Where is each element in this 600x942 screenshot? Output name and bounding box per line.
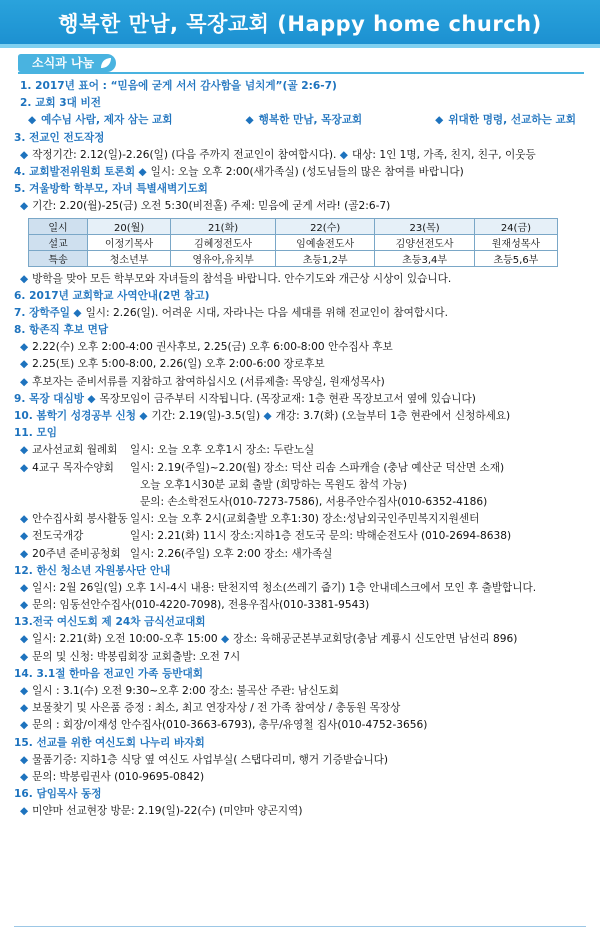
table-cell: 이정기목사 [88, 234, 171, 250]
table-cell: 초등3,4부 [375, 250, 474, 266]
meeting-row: ◆ 안수집사회 봉사활동 일시: 오늘 오후 2시(교회출발 오후1:30) 장소:성남외국인주민복지지원센터 [20, 513, 480, 526]
notice-12: 12. 한신 청소년 자원봉사단 안내 [14, 564, 171, 577]
table-cell: 22(수) [275, 218, 374, 234]
diamond-bullet-icon: ◆ [20, 272, 29, 285]
diamond-bullet-icon: ◆ [20, 753, 29, 766]
table-cell: 김양선전도사 [375, 234, 474, 250]
table-cell: 초등1,2부 [275, 250, 374, 266]
meeting-detail: 문의: 손소학전도사(010-7273-7586), 서용주안수집사(010-6352-4186) [140, 495, 488, 508]
diamond-bullet-icon: ◆ [263, 410, 272, 422]
section-rule [18, 72, 584, 74]
leaf-icon [100, 57, 112, 69]
diamond-bullet-icon: ◆ [20, 702, 29, 715]
vision-item: ◆ 위대한 명령, 선교하는 교회 [435, 114, 576, 127]
diamond-bullet-icon: ◆ [20, 770, 29, 783]
table-cell: 23(목) [375, 218, 474, 234]
notice-13: 13.전국 여신도회 제 24차 금식선교대회 [14, 616, 206, 629]
notice-5-period: ◆ 기간: 2.20(월)-25(금) 오전 5:30(비전홀) 주제: 믿음에 굳게 서라! (골2:6-7) [20, 200, 391, 213]
diamond-bullet-icon: ◆ [20, 805, 29, 818]
table-cell: 영유아,유치부 [171, 250, 276, 266]
list-item: ◆ 문의 및 신청: 박봉림회장 교회출발: 오전 7시 [20, 650, 241, 663]
diamond-bullet-icon: ◆ [20, 530, 29, 543]
table-row [29, 234, 558, 250]
bottom-rule [14, 926, 586, 927]
diamond-bullet-icon: ◆ [20, 633, 29, 646]
list-item: ◆ 문의 : 회장/이재성 안수집사(010-3663-6793), 총무/유영철 집사(010-4752-3656) [20, 719, 428, 732]
list-item: ◆ 보물찾기 및 사은품 증정 : 최소, 최고 연장자상 / 전 가족 참여상 / 총동원 목장상 [20, 702, 401, 715]
notice-1: 1. 2017년 표어 : “믿음에 굳게 서서 감사함을 넘치게”(골 2:6-7) [20, 80, 337, 92]
page-title: 행복한 만남, 목장교회 (Happy home church) [58, 12, 542, 36]
table-row-label: 설교 [29, 234, 88, 250]
list-item: ◆ 2.22(수) 오후 2:00-4:00 권사후보, 2.25(금) 오후 6:00-8:00 안수집사 후보 [20, 341, 393, 354]
notice-4: 4. 교회발전위원회 토론회 ◆ 일시: 오늘 오후 2:00(새가족실) (성도님들의 많은 참여를 바랍니다) [14, 165, 464, 178]
list-item: ◆ 일시: 2월 26일(일) 오후 1시-4시 내용: 탄천지역 청소(쓰레기 줍기) 1층 안내데스크에서 모인 후 출발합니다. [20, 581, 537, 594]
table-cell: 원재성목사 [474, 234, 557, 250]
table-row [29, 250, 558, 266]
diamond-bullet-icon: ◆ [20, 719, 29, 732]
diamond-bullet-icon: ◆ [28, 114, 37, 127]
list-item: ◆ 물품기증: 지하1층 식당 옆 여신도 사업부실( 스탭다리미, 행거 기증받습니다) [20, 753, 389, 766]
list-item: ◆ 문의: 임동선안수집사(010-4220-7098), 전용우집사(010-3381-9543) [20, 599, 370, 612]
vision-list [14, 112, 588, 129]
diamond-bullet-icon: ◆ [20, 461, 29, 474]
list-item: ◆ 문의: 박봉림권사 (010-9695-0842) [20, 770, 205, 783]
section-tab-label: 소식과 나눔 [32, 56, 95, 70]
notice-16: 16. 담임목사 동정 [14, 788, 102, 801]
notice-15: 15. 선교를 위한 여신도회 나누리 바자회 [14, 736, 205, 749]
notice-14: 14. 3.1절 한마음 전교인 가족 등반대회 [14, 667, 204, 680]
diamond-bullet-icon: ◆ [20, 685, 29, 697]
meeting-detail: 오늘 오후1시30분 교회 출발 (희망하는 목원도 참석 가능) [140, 478, 407, 491]
header-strip [0, 44, 600, 48]
table-row [29, 218, 558, 234]
diamond-bullet-icon: ◆ [73, 306, 82, 319]
notice-5-note: ◆ 방학을 맞아 모든 학부모와 자녀들의 참석을 바랍니다. 안수기도와 개근상 시상이 있습니다. [20, 272, 452, 285]
notice-3: 3. 전교인 전도작정 [14, 131, 105, 144]
list-item: ◆ 미얀마 선교현장 방문: 2.19(일)-22(수) (미얀마 양곤지역) [20, 805, 303, 818]
notice-7: 7. 장학주일 ◆ 일시: 2.26(일). 어려운 시대, 자라나는 다음 세대를 위해 전교인이 참여합시다. [14, 306, 448, 319]
notice-list [14, 78, 588, 821]
table-cell: 초등5,6부 [474, 250, 557, 266]
diamond-bullet-icon: ◆ [139, 410, 148, 422]
notice-5: 5. 겨울방학 학부모, 자녀 특별새벽기도회 [14, 183, 208, 196]
table-row-label: 일시 [29, 218, 88, 234]
diamond-bullet-icon: ◆ [20, 148, 29, 161]
table-row-label: 특송 [29, 250, 88, 266]
diamond-bullet-icon: ◆ [87, 392, 96, 405]
meeting-row: ◆ 전도국개강 일시: 2.21(화) 11시 장소:지하1층 전도국 문의: 박해순전도사 (010-2694-8638) [20, 530, 512, 543]
table-cell: 24(금) [474, 218, 557, 234]
diamond-bullet-icon: ◆ [20, 547, 29, 560]
table-cell: 20(월) [88, 218, 171, 234]
vision-item: ◆ 예수님 사람, 제자 삼는 교회 [28, 114, 173, 127]
diamond-bullet-icon: ◆ [20, 599, 29, 612]
diamond-bullet-icon: ◆ [20, 581, 29, 594]
list-item: ◆ 일시 : 3.1(수) 오전 9:30~오후 2:00 장소: 불곡산 주관: 남신도회 [20, 685, 339, 697]
list-item: ◆ 후보자는 준비서류를 지참하고 참여하십시오 (서류제출: 목양실, 원재성목사) [20, 375, 385, 388]
diamond-bullet-icon: ◆ [245, 114, 254, 127]
prayer-schedule-table [28, 218, 558, 267]
vision-item: ◆ 행복한 만남, 목장교회 [245, 114, 363, 127]
diamond-bullet-icon: ◆ [20, 650, 29, 663]
page-header [0, 0, 600, 48]
diamond-bullet-icon: ◆ [138, 165, 147, 178]
notice-2: 2. 교회 3대 비전 [20, 97, 101, 110]
notice-11: 11. 모임 [14, 427, 57, 440]
table-cell: 임예솔전도사 [275, 234, 374, 250]
diamond-bullet-icon: ◆ [20, 375, 29, 388]
section-tab [18, 54, 116, 72]
notice-10: 10. 봄학기 성경공부 신청 ◆ 기간: 2.19(일)-3.5(일) ◆ 개강: 3.7(화) (오늘부터 1층 현관에서 신청하세요) [14, 410, 511, 422]
table-cell: 21(화) [171, 218, 276, 234]
diamond-bullet-icon: ◆ [20, 444, 29, 457]
table-cell: 김혜정전도사 [171, 234, 276, 250]
diamond-bullet-icon: ◆ [20, 513, 29, 526]
notice-8: 8. 항존직 후보 면담 [14, 324, 109, 337]
list-item: ◆ 2.25(토) 오후 5:00-8:00, 2.26(일) 오후 2:00-6:00 장로후보 [20, 358, 325, 371]
diamond-bullet-icon: ◆ [20, 341, 29, 354]
diamond-bullet-icon: ◆ [435, 114, 444, 127]
table-cell: 청소년부 [88, 250, 171, 266]
diamond-bullet-icon: ◆ [339, 148, 348, 161]
notice-3-detail: ◆ 작정기간: 2.12(일)-2.26(일) (다음 주까지 전교인이 참여합시다). ◆ 대상: 1인 1명, 가족, 친지, 친구, 이웃등 [20, 148, 536, 161]
diamond-bullet-icon: ◆ [220, 633, 230, 646]
list-item: ◆ 일시: 2.21(화) 오전 10:00-오후 15:00 ◆ 장소: 육해공군본부교회당(충남 계룡시 신도안면 남선리 896) [20, 633, 518, 646]
diamond-bullet-icon: ◆ [20, 200, 29, 213]
diamond-bullet-icon: ◆ [20, 358, 29, 371]
meeting-row: ◆ 교사선교회 월례회 일시: 오늘 오후 오후1시 장소: 두란노실 [20, 444, 315, 457]
meeting-row: ◆ 4교구 목자수양회 일시: 2.19(주일)~2.20(월) 장소: 덕산 리솜 스파캐슬 (충남 예산군 덕산면 소재) [20, 461, 505, 474]
notice-6: 6. 2017년 교회학교 사역안내(2면 참고) [14, 289, 210, 302]
notice-9: 9. 목장 대심방 ◆ 목장모임이 금주부터 시작됩니다. (목장교재: 1층 현관 목장보고서 옆에 있습니다) [14, 392, 476, 405]
meeting-row: ◆ 20주년 준비공청회 일시: 2.26(주일) 오후 2:00 장소: 새가족실 [20, 547, 333, 560]
